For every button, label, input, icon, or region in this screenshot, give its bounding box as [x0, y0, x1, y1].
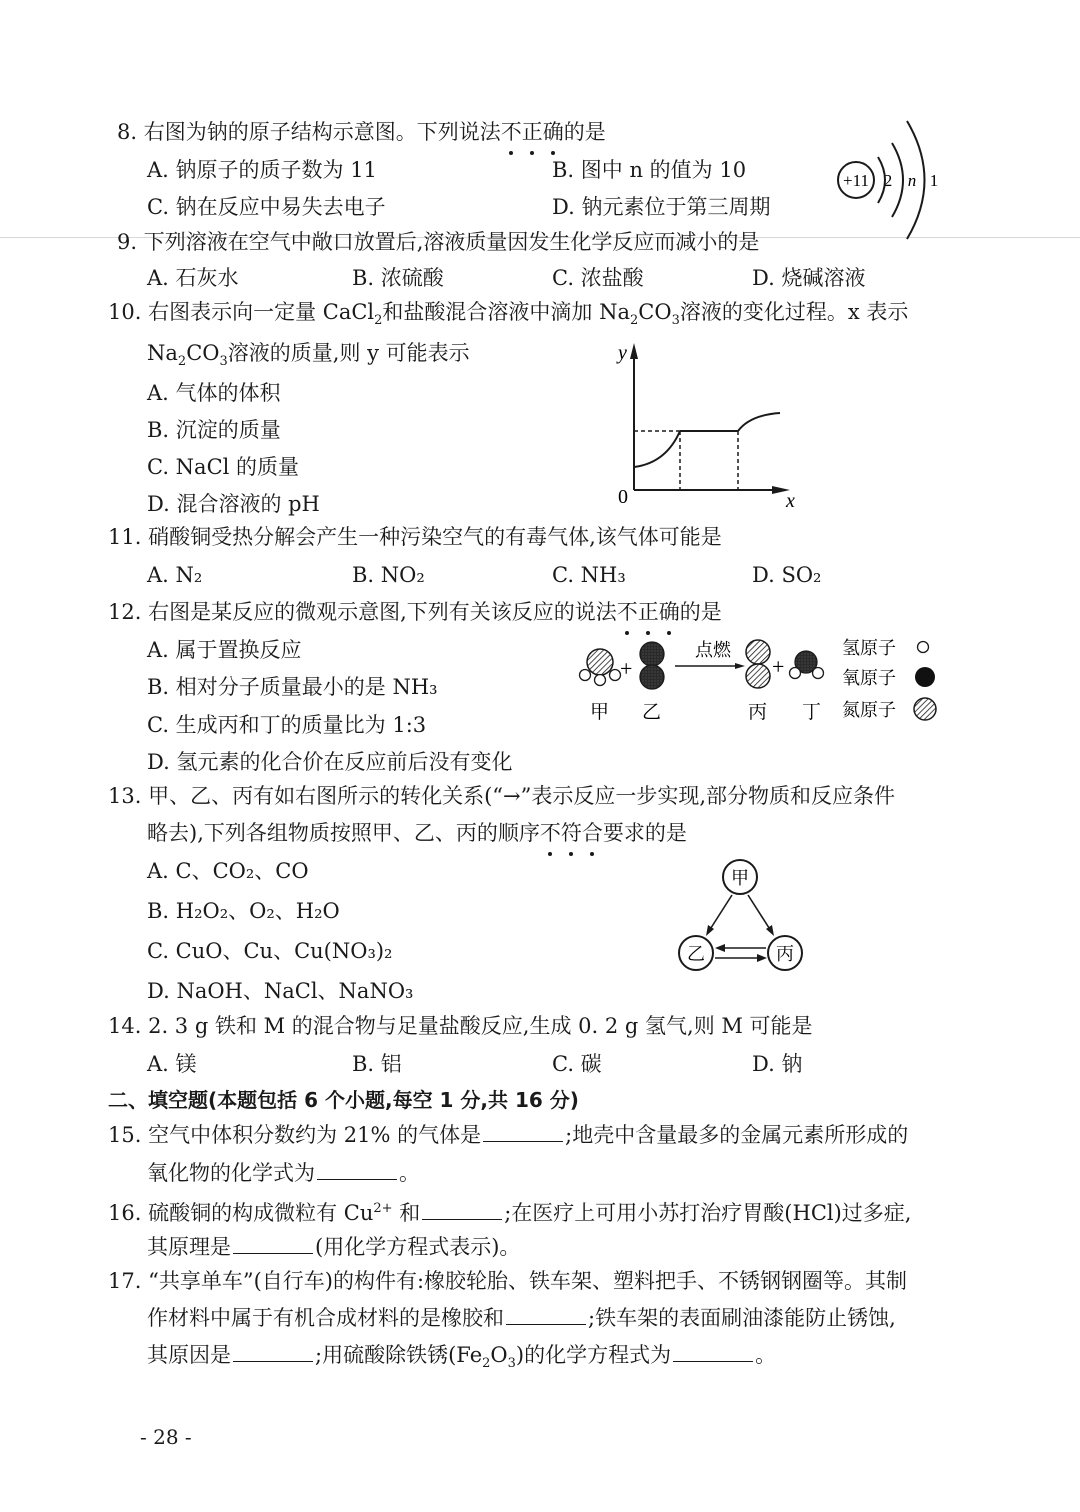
option: D. 混合溶液的 pH [147, 492, 320, 516]
option: C. NH₃ [552, 563, 626, 587]
condition-label: 点燃 [695, 640, 731, 661]
svg-text:甲: 甲 [731, 868, 749, 889]
question-11: 11. 硝酸铜受热分解会产生一种污染空气的有毒气体,该气体可能是 [108, 525, 722, 549]
answer-blank[interactable] [422, 1199, 502, 1220]
answer-blank[interactable] [673, 1341, 753, 1362]
question-12: 12. 右图是某反应的微观示意图,下列有关该反应的说法不正确的是 [108, 597, 722, 627]
option: D. NaOH、NaCl、NaNO₃ [147, 979, 414, 1003]
q-number: 10. [108, 300, 142, 324]
svg-text:丁: 丁 [802, 701, 822, 723]
q8-stem: 右图为钠的原子结构示意图。下列说法不正确的是 [144, 120, 606, 144]
option: C. CuO、Cu、Cu(NO₃)₂ [147, 939, 393, 963]
option: B. 图中 n 的值为 10 [552, 158, 747, 182]
q-number: 11. [108, 525, 142, 549]
svg-text:2: 2 [883, 171, 893, 190]
option: A. 石灰水 [147, 266, 239, 290]
question-10: 10. 右图表示向一定量 CaCl$_2$和盐酸混合溶液中滴加 $Na_2CO_3$溶液的变化过程。x 表示 [108, 300, 909, 329]
q-number: 13. [108, 784, 142, 808]
svg-text:+: + [772, 654, 785, 679]
option: D. 烧碱溶液 [752, 266, 866, 290]
q-number: 15. [108, 1123, 142, 1147]
q-number: 9. [117, 230, 138, 254]
option: A. N₂ [147, 563, 203, 587]
svg-text:n: n [907, 171, 917, 190]
option: B. 铝 [352, 1052, 402, 1076]
svg-text:+: + [620, 656, 633, 681]
option: A. C、CO₂、CO [147, 859, 309, 883]
q-number: 12. [108, 600, 142, 624]
option: D. 钠 [752, 1052, 803, 1076]
q-number: 8. [117, 120, 138, 144]
svg-text:1: 1 [929, 171, 939, 190]
question-17-line2: 作材料中属于有机合成材料的是橡胶和 ;铁车架的表面刷油漆能防止锈蚀, [147, 1306, 896, 1330]
option: A. 气体的体积 [147, 381, 281, 405]
question-17: 17. “共享单车”(自行车)的构件有:橡胶轮胎、铁车架、塑料把手、不锈钢钢圈等。其制 [108, 1269, 908, 1293]
svg-text:甲: 甲 [590, 701, 610, 723]
answer-blank[interactable] [483, 1121, 563, 1142]
svg-text:乙: 乙 [687, 944, 705, 965]
option: C. NaCl 的质量 [147, 455, 300, 479]
option: A. 属于置换反应 [147, 638, 302, 662]
question-10-line2: $Na_2CO_3$溶液的质量,则 y 可能表示 [147, 341, 470, 370]
q-number: 16. [108, 1201, 142, 1225]
answer-blank[interactable] [506, 1304, 586, 1325]
answer-blank[interactable] [233, 1233, 313, 1254]
question-17-line3: 其原因是 ;用硫酸除铁锈$(Fe_2O_3)$的化学方程式为 。 [147, 1343, 777, 1372]
section-title: 二、填空题(本题包括 6 个小题,每空 1 分,共 16 分) [108, 1088, 579, 1112]
page-number: - 28 - [140, 1425, 192, 1449]
option: B. 相对分子质量最小的是 NH₃ [147, 675, 438, 699]
sodium-atom-diagram [830, 115, 950, 240]
option: A. 镁 [147, 1052, 197, 1076]
svg-text:丙: 丙 [748, 701, 768, 723]
question-9 [117, 227, 759, 257]
option: C. 钠在反应中易失去电子 [147, 195, 386, 219]
question-15: 15. 空气中体积分数约为 21% 的气体是 ;地壳中含量最多的金属元素所形成的 [108, 1123, 909, 1147]
svg-text:y: y [618, 342, 627, 364]
svg-text:0: 0 [618, 486, 628, 508]
option: A. 钠原子的质子数为 11 [147, 158, 377, 182]
question-15-line2: 氧化物的化学式为 。 [147, 1161, 420, 1185]
option: C. 浓盐酸 [552, 266, 644, 290]
svg-text:+11: +11 [843, 171, 869, 190]
svg-text:氮原子: 氮原子 [842, 700, 896, 721]
micro-reaction-diagram [570, 632, 950, 728]
svg-text:乙: 乙 [642, 701, 662, 723]
option: B. H₂O₂、O₂、H₂O [147, 899, 340, 923]
reaction-curve-graph [600, 335, 810, 515]
option: C. 生成丙和丁的质量比为 1:3 [147, 713, 427, 737]
question-16: 16. 硫酸铜的构成微粒有 $Cu^{2+}$ 和 ;在医疗上可用小苏打治疗胃酸(HCl)过多症, [108, 1201, 912, 1225]
question-8 [117, 117, 606, 147]
q-number: 14. [108, 1014, 142, 1038]
option: B. 沉淀的质量 [147, 418, 281, 442]
question-14: 14. 2. 3 g 铁和 M 的混合物与足量盐酸反应,生成 0. 2 g 氢气,则 M 可能是 [108, 1014, 813, 1038]
q9-stem: 下列溶液在空气中敞口放置后,溶液质量因发生化学反应而减小的是 [143, 230, 760, 254]
question-13-line2: 略去),下列各组物质按照甲、乙、丙的顺序不符合要求的是 [147, 818, 687, 848]
option: D. 氢元素的化合价在反应前后没有变化 [147, 750, 513, 774]
q-number: 17. [108, 1269, 142, 1293]
question-16-line2: 其原理是 (用化学方程式表示)。 [147, 1235, 521, 1259]
option: C. 碳 [552, 1052, 602, 1076]
question-13: 13. 甲、乙、丙有如右图所示的转化关系(“→”表示反应一步实现,部分物质和反应条件 [108, 784, 896, 808]
option: B. NO₂ [352, 563, 425, 587]
option: D. 钠元素位于第三周期 [552, 195, 771, 219]
option: B. 浓硫酸 [352, 266, 444, 290]
answer-blank[interactable] [233, 1341, 313, 1362]
svg-text:氧原子: 氧原子 [842, 668, 896, 689]
transformation-triangle-diagram [670, 855, 830, 975]
svg-text:x: x [786, 490, 795, 512]
svg-text:丙: 丙 [776, 944, 794, 965]
answer-blank[interactable] [317, 1159, 397, 1180]
svg-text:氢原子: 氢原子 [842, 638, 896, 659]
option: D. SO₂ [752, 563, 822, 587]
